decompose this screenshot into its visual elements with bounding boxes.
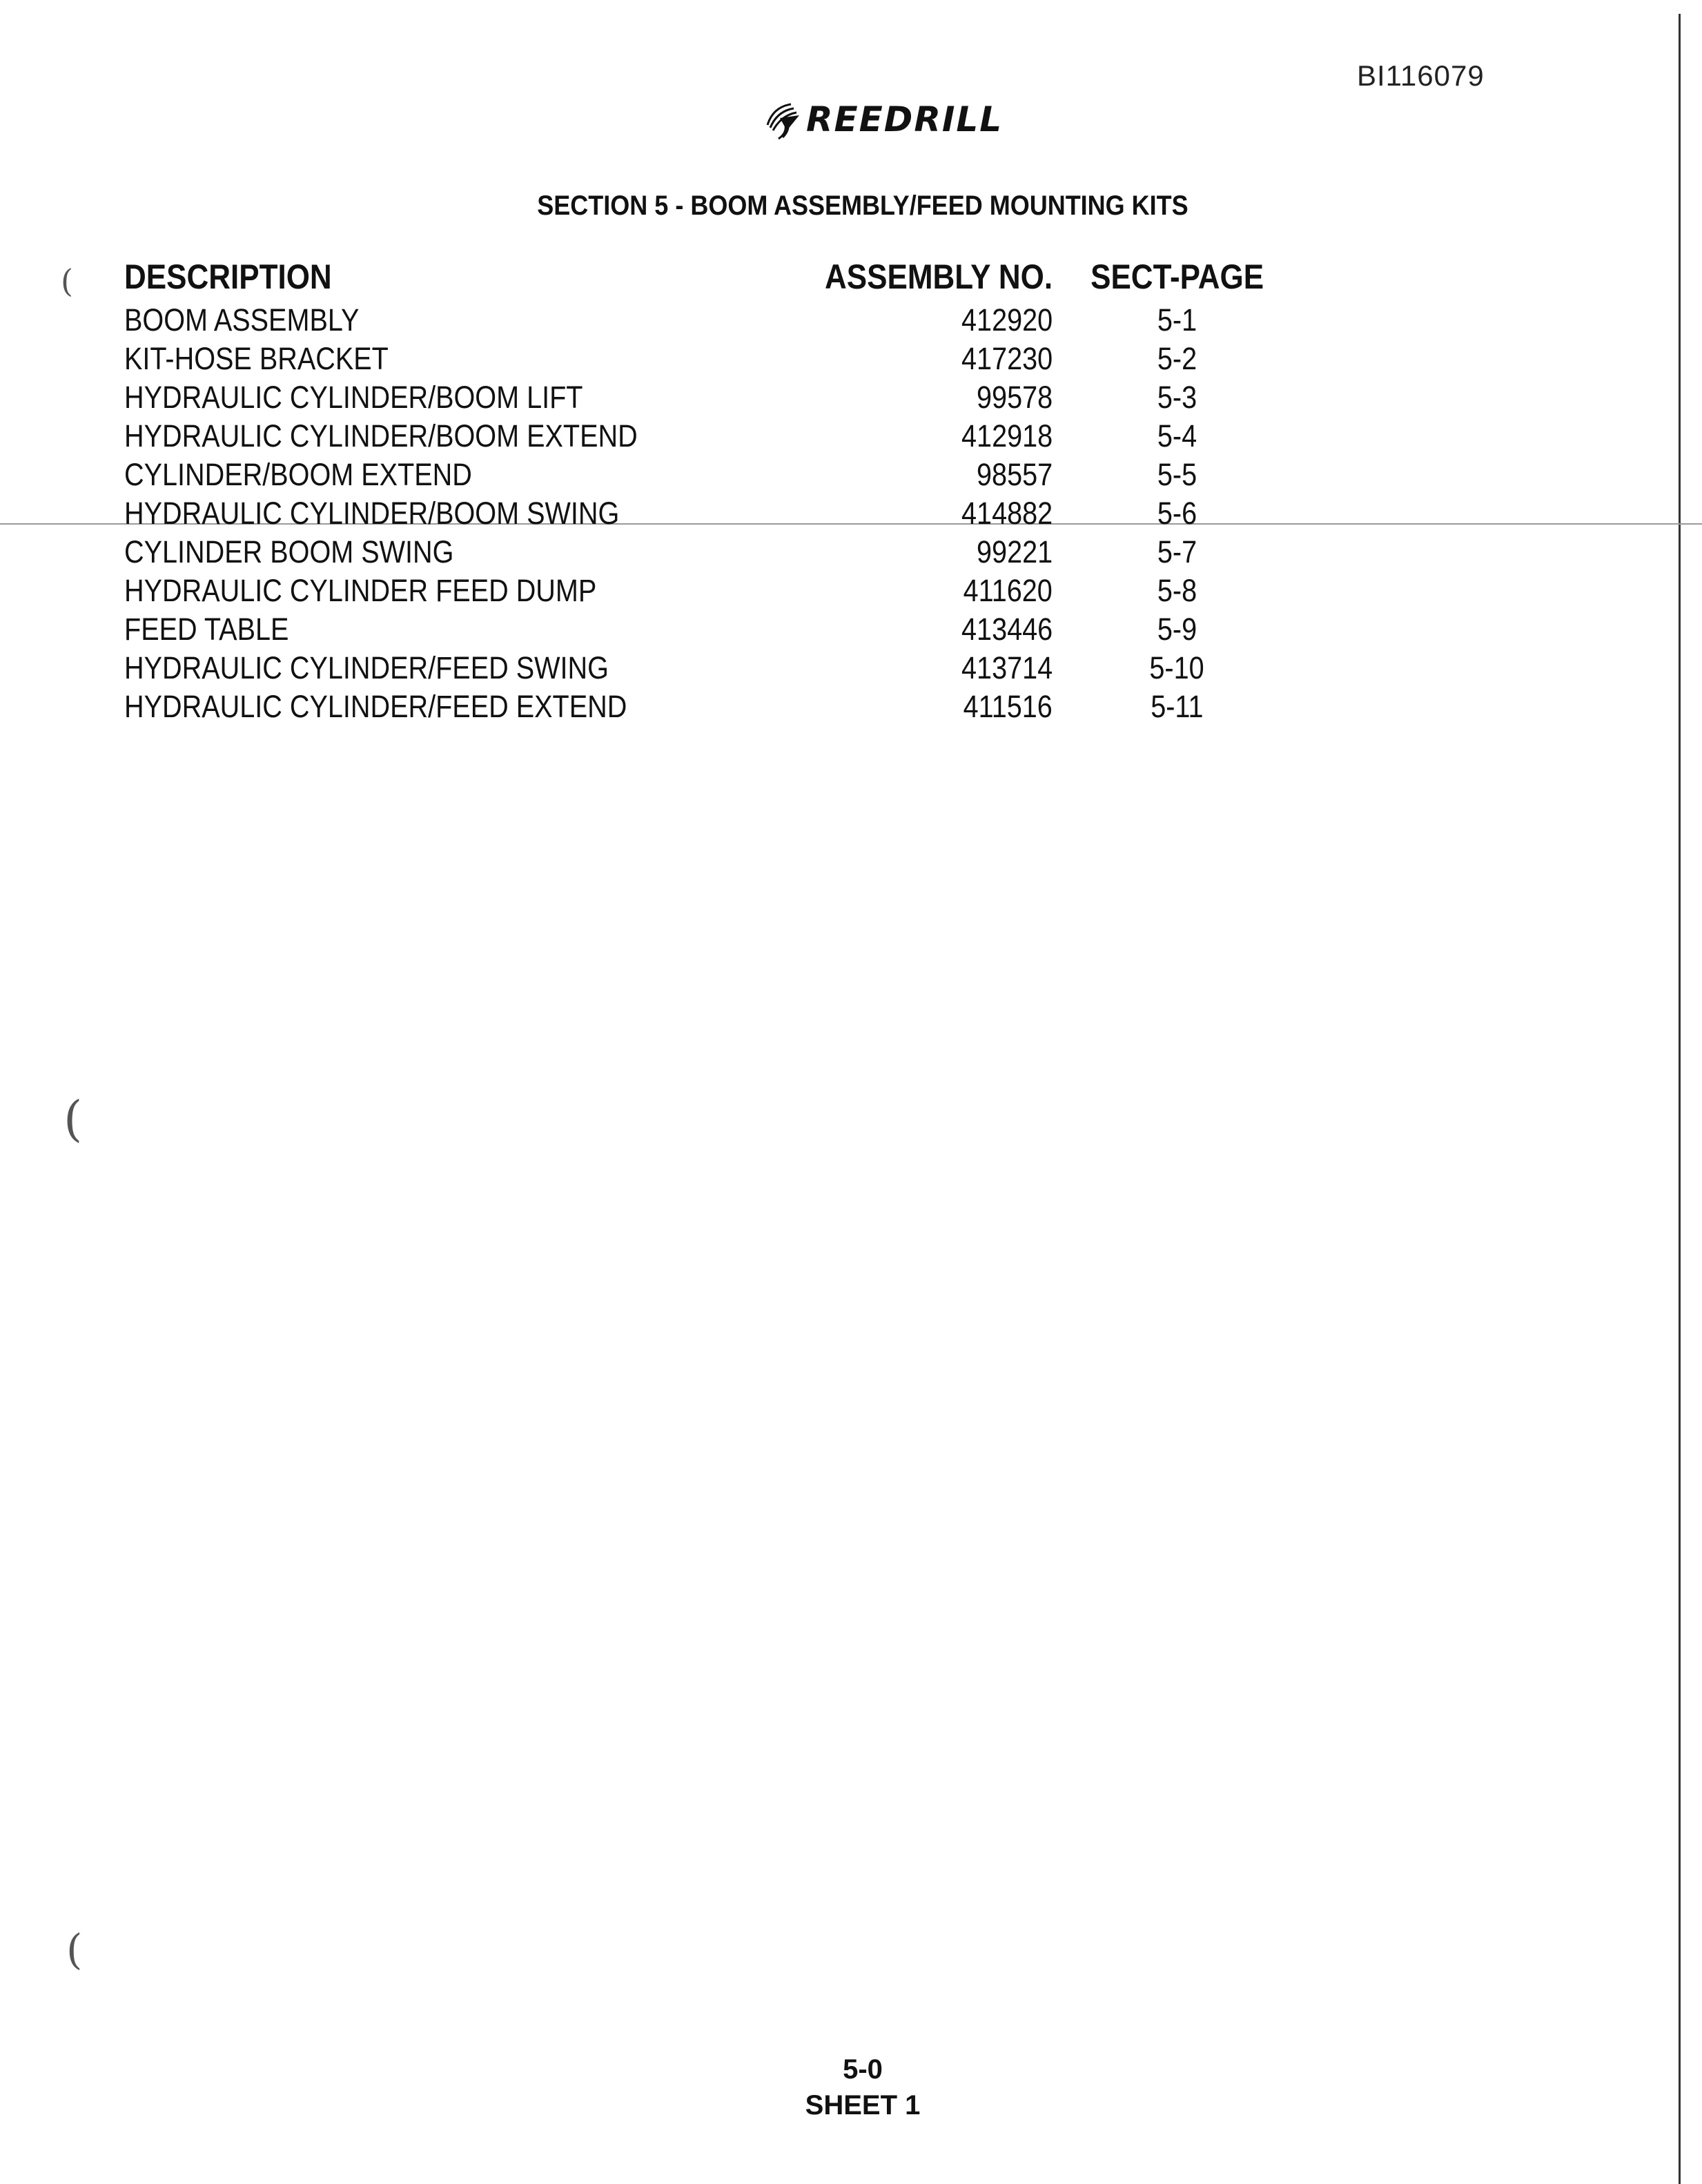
row-sect-page: 5-8 bbox=[1157, 573, 1197, 608]
table-header-row bbox=[124, 257, 1301, 301]
row-sect-page: 5-11 bbox=[1150, 689, 1204, 724]
row-assembly-no: 413446 bbox=[961, 612, 1053, 647]
row-description: HYDRAULIC CYLINDER/FEED EXTEND bbox=[124, 689, 627, 724]
reedrill-swirl-icon bbox=[759, 95, 809, 144]
row-description: HYDRAULIC CYLINDER/FEED SWING bbox=[124, 650, 609, 685]
row-sect-page: 5-1 bbox=[1157, 302, 1197, 338]
table-row bbox=[124, 340, 1301, 378]
row-sect-page: 5-6 bbox=[1157, 496, 1197, 531]
row-description: CYLINDER/BOOM EXTEND bbox=[124, 457, 472, 492]
row-assembly-no: 413714 bbox=[961, 650, 1053, 685]
row-description: HYDRAULIC CYLINDER/BOOM LIFT bbox=[124, 380, 583, 415]
row-description: HYDRAULIC CYLINDER/BOOM EXTEND bbox=[124, 418, 638, 454]
row-sect-page: 5-9 bbox=[1157, 612, 1197, 647]
table-row bbox=[124, 610, 1301, 649]
company-logo bbox=[759, 95, 1003, 144]
row-description: HYDRAULIC CYLINDER FEED DUMP bbox=[124, 573, 597, 608]
row-assembly-no: 411516 bbox=[963, 689, 1053, 724]
section-title: SECTION 5 - BOOM ASSEMBLY/FEED MOUNTING KITS bbox=[537, 191, 1189, 221]
row-sect-page: 5-7 bbox=[1157, 534, 1197, 569]
margin-mark-top: ( bbox=[61, 262, 73, 300]
row-assembly-no: 98557 bbox=[977, 457, 1053, 492]
table-row bbox=[124, 378, 1301, 417]
row-assembly-no: 417230 bbox=[961, 341, 1053, 376]
row-assembly-no: 414882 bbox=[961, 496, 1053, 531]
assembly-index-table bbox=[124, 257, 1301, 726]
row-description: HYDRAULIC CYLINDER/BOOM SWING bbox=[124, 496, 620, 531]
sheet-label: SHEET 1 bbox=[805, 2090, 921, 2120]
margin-mark-middle: ( bbox=[63, 1091, 83, 1147]
table-row bbox=[124, 417, 1301, 456]
margin-mark-bottom: ( bbox=[66, 1926, 83, 1974]
row-sect-page: 5-4 bbox=[1157, 418, 1197, 454]
row-sect-page: 5-2 bbox=[1157, 341, 1197, 376]
row-description: KIT-HOSE BRACKET bbox=[124, 341, 389, 376]
page-edge-line bbox=[1679, 14, 1681, 2184]
row-sect-page: 5-3 bbox=[1157, 380, 1197, 415]
row-sect-page: 5-5 bbox=[1157, 457, 1197, 492]
table-row bbox=[124, 456, 1301, 494]
table-row bbox=[124, 494, 1301, 533]
row-description: BOOM ASSEMBLY bbox=[124, 302, 360, 338]
row-sect-page: 5-10 bbox=[1149, 650, 1204, 685]
row-description: FEED TABLE bbox=[124, 612, 289, 647]
row-assembly-no: 412918 bbox=[961, 418, 1053, 454]
row-assembly-no: 411620 bbox=[963, 573, 1053, 608]
row-assembly-no: 99578 bbox=[977, 380, 1053, 415]
row-description: CYLINDER BOOM SWING bbox=[124, 534, 454, 569]
table-row bbox=[124, 301, 1301, 340]
header-description: DESCRIPTION bbox=[124, 257, 332, 296]
table-row bbox=[124, 533, 1301, 572]
document-id: BI116079 bbox=[1357, 59, 1485, 92]
header-sect-page: SECT-PAGE bbox=[1090, 257, 1264, 296]
row-assembly-no: 99221 bbox=[977, 534, 1053, 569]
page-number: 5-0 bbox=[843, 2054, 883, 2085]
row-assembly-no: 412920 bbox=[961, 302, 1053, 338]
table-row bbox=[124, 649, 1301, 688]
header-assembly-no: ASSEMBLY NO. bbox=[825, 257, 1053, 296]
table-row bbox=[124, 688, 1301, 726]
logo-wordmark: REEDRILL bbox=[806, 99, 1004, 139]
table-row bbox=[124, 572, 1301, 610]
page-footer bbox=[0, 2051, 1702, 2123]
